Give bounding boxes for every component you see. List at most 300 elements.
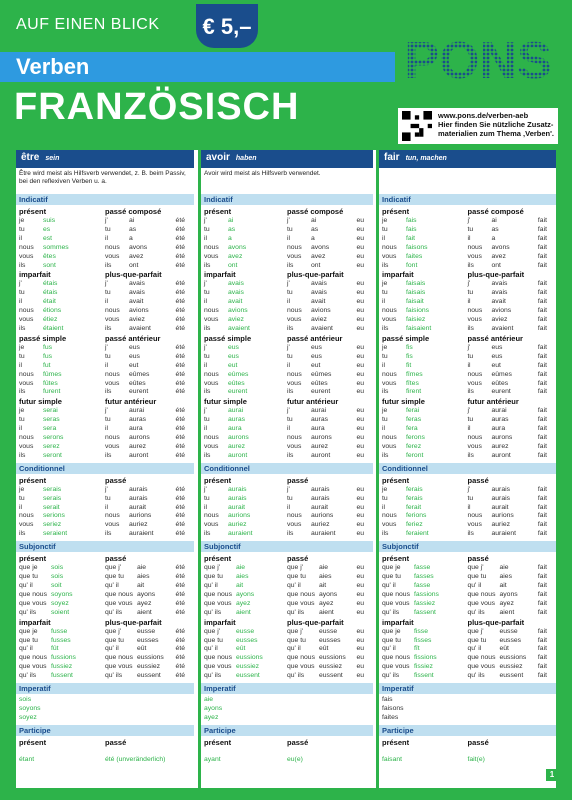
conjugation-row [19, 380, 105, 389]
price-badge: € 5,– [196, 4, 258, 48]
verb-form: faisons [406, 243, 428, 251]
conjugation-row [19, 637, 105, 646]
conjugation-row [287, 591, 370, 600]
pronoun: que nous [287, 654, 315, 662]
verb-form: ont [228, 261, 238, 269]
conjugation-row [468, 521, 554, 530]
conjugation-row [19, 654, 105, 663]
participle: fait [537, 217, 547, 224]
pronoun: il [382, 503, 386, 511]
pronoun: que je [382, 564, 401, 572]
pronoun: que j' [204, 564, 221, 572]
pronoun: nous [19, 434, 34, 442]
participle: eu [356, 289, 364, 297]
tense-label: futur antérieur [467, 397, 519, 407]
conjugation-row [105, 325, 191, 334]
auxiliary: eussent [137, 672, 161, 680]
pronoun: qu' ils [204, 608, 222, 616]
pronoun: ils [382, 451, 389, 459]
pronoun: tu [105, 494, 111, 502]
conjugation-row [19, 253, 105, 262]
verb-form: aviez [228, 316, 244, 324]
imperative-form: soyons [19, 704, 41, 712]
participle: fait [537, 361, 547, 369]
pronoun: nous [204, 370, 219, 378]
auxiliary: eus [491, 343, 503, 351]
pronoun: que tu [467, 573, 487, 581]
verb-form: fût [51, 645, 59, 653]
promo-box[interactable] [398, 108, 558, 144]
auxiliary: eussent [319, 672, 343, 680]
conjugation-row [105, 609, 191, 618]
conjugation-row [382, 591, 468, 600]
conjugation-row [19, 434, 105, 443]
tense-label: passé [467, 554, 489, 564]
section-participe: Participe [16, 725, 194, 736]
verb-form: aurions [228, 512, 251, 520]
conjugation-row [204, 654, 287, 663]
conjugation-row [105, 244, 191, 253]
verb-form: ai [228, 217, 234, 224]
auxiliary: aurais [129, 485, 148, 493]
conjugation-row [382, 512, 468, 521]
conjugation-row [287, 416, 370, 425]
conjugation-row [382, 663, 468, 672]
auxiliary: eussiez [319, 663, 343, 671]
auxiliary: eussiez [499, 663, 523, 671]
verb-form: aient [236, 608, 251, 616]
verb-form: ayez [236, 599, 251, 607]
auxiliary: avons [129, 243, 148, 251]
verb-form: serais [43, 494, 62, 502]
pronoun: que nous [105, 654, 133, 662]
conjugation-row [105, 289, 191, 298]
conjugation-row [287, 289, 370, 298]
conjugation-row [382, 452, 468, 461]
tense-label: plus-que-parfait [105, 617, 162, 627]
pronoun: tu [287, 416, 293, 424]
pronoun: nous [204, 243, 219, 251]
auxiliary: aient [319, 608, 334, 616]
pronoun: il [382, 234, 386, 242]
conjugation-row [382, 600, 468, 609]
conjugation-row [105, 521, 191, 530]
pronoun: tu [287, 289, 293, 297]
pronoun: ils [19, 451, 26, 459]
auxiliary: auras [491, 416, 509, 424]
verb-form: a [228, 234, 232, 242]
participle: fait [537, 442, 547, 450]
conjugation-row [105, 512, 191, 521]
participle: eu [356, 280, 364, 288]
verb-form: eus [228, 343, 239, 351]
verb-form: ferais [406, 485, 423, 493]
auxiliary: avais [491, 289, 508, 297]
conjugation-row [19, 226, 105, 235]
auxiliary: a [491, 234, 496, 242]
auxiliary: as [129, 225, 137, 233]
participle: été [175, 361, 185, 369]
verb-form: font [406, 261, 418, 269]
conjugation-row [468, 298, 554, 307]
pronoun: qu' il [382, 645, 396, 653]
conjugation-row [468, 344, 554, 353]
promo-url[interactable]: www.pons.de/verben-aeb [438, 111, 529, 120]
verb-form: faisions [406, 307, 430, 315]
verb-form: as [228, 225, 236, 233]
pronoun: que vous [105, 599, 133, 607]
pronoun: vous [287, 252, 302, 260]
conjugation-row [382, 362, 468, 371]
pronoun: nous [382, 243, 397, 251]
verb-form: aurons [228, 434, 249, 442]
conjugation-row [287, 486, 370, 495]
participle: eu [356, 645, 364, 653]
participle: été [175, 636, 185, 644]
conjugation-row [287, 425, 370, 434]
conjugation-row [204, 298, 287, 307]
pronoun: j' [287, 485, 290, 493]
pronoun: j' [204, 217, 207, 224]
conjugation-row [204, 235, 287, 244]
conjugation-row [382, 371, 468, 380]
verb-form: es [43, 225, 51, 233]
pronoun: nous [382, 434, 397, 442]
pronoun: vous [382, 521, 397, 529]
pronoun: qu' ils [19, 608, 37, 616]
auxiliary: eut [311, 361, 321, 369]
verb-form: fais [406, 217, 417, 224]
section-subjonctif: Subjonctif [16, 541, 194, 552]
pronoun: que tu [467, 636, 487, 644]
pronoun: ils [204, 261, 211, 269]
pronoun: ils [204, 530, 211, 538]
pronoun: tu [287, 352, 293, 360]
pronoun: que je [19, 564, 38, 572]
conjugation-row [19, 298, 105, 307]
conjugation-row [382, 504, 468, 513]
pronoun: qu' ils [467, 608, 485, 616]
auxiliary: aies [499, 573, 512, 581]
conjugation-row [287, 244, 370, 253]
pronoun: ils [287, 261, 294, 269]
conjugation-row [105, 434, 191, 443]
conjugation-row [19, 325, 105, 334]
participle: eu [356, 627, 364, 635]
pronoun: nous [105, 512, 120, 520]
conjugation-row [19, 362, 105, 371]
verb-form: serait [43, 503, 60, 511]
conjugation-row [382, 645, 468, 654]
participle: eu [356, 494, 364, 502]
pronoun: tu [204, 494, 210, 502]
conjugation-row [382, 217, 468, 226]
conjugation-row [468, 582, 554, 591]
conjugation-row [204, 316, 287, 325]
verb-form: étais [43, 289, 58, 297]
conjugation-row [468, 362, 554, 371]
auxiliary: aura [311, 425, 325, 433]
conjugation-row [468, 452, 554, 461]
tense-label: passé [105, 737, 127, 747]
auxiliary: eussent [499, 672, 524, 680]
tense-block [16, 618, 194, 681]
auxiliary: avais [129, 289, 145, 297]
verb-form: serions [43, 512, 65, 520]
participle: été [175, 663, 185, 671]
verb-form: aies [236, 573, 249, 581]
auxiliary: eusse [137, 627, 156, 635]
verb-form: fasses [414, 573, 434, 581]
auxiliary: aurais [311, 494, 330, 502]
past-participle: été (unveränderlich) [105, 755, 166, 763]
verb-form: fûtes [43, 379, 58, 387]
pronoun: j' [467, 217, 471, 224]
verb-form: aurais [228, 494, 247, 502]
section-conditionnel: Conditionnel [201, 463, 373, 474]
conjugation-row [287, 530, 370, 539]
auxiliary: aurait [491, 503, 509, 511]
pronoun: que nous [467, 654, 496, 662]
pronoun: que nous [287, 590, 315, 598]
conjugation-row [382, 344, 468, 353]
participle: été [175, 434, 185, 442]
pronoun: qu' ils [287, 672, 305, 680]
verb-form: fissent [414, 672, 434, 680]
pronoun: ils [204, 451, 211, 459]
participle: fait [537, 512, 547, 520]
pronoun: j' [105, 485, 108, 493]
conjugation-row [382, 582, 468, 591]
auxiliary: auras [311, 416, 329, 424]
participle: été [175, 225, 185, 233]
conjugation-row [382, 244, 468, 253]
participle: été [175, 442, 185, 450]
verb-form: auront [228, 451, 248, 459]
conjugation-row [19, 244, 105, 253]
participle: eu [356, 608, 364, 616]
verb-form: avez [228, 252, 243, 260]
participle: fait [537, 225, 547, 233]
auxiliary: auront [129, 451, 149, 459]
verb-form: eussions [236, 654, 263, 662]
auxiliary: aurait [311, 503, 329, 511]
conjugation-row [105, 530, 191, 539]
verb-form: auraient [228, 530, 253, 538]
conjugation-row [382, 226, 468, 235]
auxiliary: ai [311, 217, 317, 224]
auxiliary: aviez [129, 316, 145, 324]
participle: fait [537, 485, 547, 493]
pronoun: que nous [467, 590, 496, 598]
participle: été [175, 298, 185, 306]
auxiliary: aies [319, 573, 332, 581]
conjugation-row [204, 512, 287, 521]
conjugation-row [287, 262, 370, 271]
pronoun: qu' ils [105, 672, 123, 680]
participle: fait [537, 252, 547, 260]
auxiliary: eûtes [129, 379, 146, 387]
tense-label: passé [105, 475, 127, 485]
pronoun: que vous [19, 599, 47, 607]
verb-form: faites [406, 252, 423, 260]
pronoun: vous [19, 521, 34, 529]
usage-note: Avoir wird meist als Hilfsverb verwendet. [204, 170, 321, 177]
imperative-form: fais [382, 696, 393, 704]
tense-label: passé simple [382, 333, 430, 343]
pronoun: je [382, 407, 388, 415]
pronoun: nous [105, 370, 120, 378]
conjugation-row [204, 637, 287, 646]
auxiliary: avais [311, 280, 327, 288]
participle: fait [537, 298, 547, 306]
participle: été [175, 573, 185, 581]
pronoun: il [382, 361, 386, 369]
pronoun: il [19, 425, 23, 433]
conjugation-row [468, 226, 554, 235]
pronoun: que nous [204, 654, 232, 662]
conjugation-row [105, 388, 191, 397]
verb-form: étaient [43, 324, 64, 332]
imperative-form: soyez [19, 713, 37, 721]
pronoun: nous [467, 307, 483, 315]
pronoun: qu' il [204, 645, 218, 653]
conjugation-row [204, 600, 287, 609]
pronoun: vous [19, 379, 34, 387]
participle: été [175, 608, 185, 616]
section-imperatif: Imperatif [201, 683, 373, 694]
pronoun: que j' [287, 564, 304, 572]
auxiliary: avez [129, 252, 144, 260]
participle: été [175, 370, 185, 378]
verb-form: étions [43, 307, 62, 315]
conjugation-row [105, 591, 191, 600]
present-participle: faisant [382, 755, 403, 763]
pronoun: que vous [204, 663, 232, 671]
participle: eu [356, 434, 364, 442]
conjugation-row [468, 253, 554, 262]
auxiliary: ait [499, 582, 507, 589]
tense-label: passé composé [105, 207, 162, 216]
participle: fait [537, 324, 547, 332]
auxiliary: eus [491, 352, 503, 360]
section-indicatif: Indicatif [16, 194, 194, 205]
conjugation-row [382, 521, 468, 530]
conjugation-row [382, 353, 468, 362]
pronoun: que j' [105, 627, 122, 635]
pronoun: que nous [19, 654, 47, 662]
conjugation-row [468, 628, 554, 637]
verb-form: serons [43, 434, 64, 442]
participle: fait [537, 307, 547, 315]
conjugation-row [468, 353, 554, 362]
auxiliary: avons [311, 243, 330, 251]
pronoun: tu [19, 225, 25, 233]
tense-block [16, 270, 194, 333]
pronoun: que tu [105, 573, 124, 581]
tense-block [379, 207, 556, 270]
pronoun: vous [204, 252, 219, 260]
conjugation-row [204, 226, 287, 235]
conjugation-row [468, 280, 554, 289]
auxiliary: avait [311, 298, 326, 306]
pronoun: il [19, 234, 23, 242]
pronoun: j' [105, 407, 108, 415]
pronoun: ils [287, 451, 294, 459]
participle: été [175, 343, 185, 351]
series-label: AUF EINEN BLICK [16, 16, 160, 33]
auxiliary: aies [137, 573, 150, 581]
verb-meaning: haben [235, 155, 257, 162]
pronoun: que vous [287, 599, 315, 607]
participle: été [175, 416, 185, 424]
conjugation-row [19, 443, 105, 452]
section-conditionnel: Conditionnel [16, 463, 194, 474]
auxiliary: avons [491, 243, 510, 251]
conjugation-row [105, 416, 191, 425]
pronoun: il [105, 361, 109, 369]
tense-label: présent [19, 475, 47, 485]
pronoun: que nous [382, 654, 410, 662]
auxiliary: auriez [491, 521, 511, 529]
pronoun: vous [382, 442, 397, 450]
verb-form: aura [228, 425, 242, 433]
tense-label: plus-que-parfait [287, 270, 344, 280]
conjugation-row [382, 280, 468, 289]
svg-text:PONS: PONS [404, 32, 552, 88]
verb-form: soient [51, 608, 70, 616]
pronoun: tu [105, 225, 111, 233]
pons-logo [398, 28, 558, 88]
conjugation-row [382, 307, 468, 316]
conjugation-row [105, 344, 191, 353]
verb-form: soit [51, 582, 62, 589]
auxiliary: eurent [491, 388, 511, 396]
participle: fait [537, 343, 547, 351]
auxiliary: aviez [311, 316, 327, 324]
pronoun: ils [287, 530, 294, 538]
auxiliary: avions [311, 307, 331, 315]
verb-form: soyons [51, 590, 73, 598]
tense-label: passé antérieur [105, 333, 161, 343]
pronoun: qu' il [287, 645, 301, 653]
pronoun: nous [19, 512, 34, 520]
participle: eu [356, 379, 364, 387]
pronoun: vous [105, 316, 120, 324]
verb-form: avions [228, 307, 248, 315]
auxiliary: eût [499, 645, 509, 653]
pronoun: ils [204, 388, 211, 396]
auxiliary: auriez [129, 521, 148, 529]
pronoun: nous [382, 512, 397, 520]
participle: été [175, 261, 185, 269]
conjugation-row [105, 486, 191, 495]
conjugation-row [382, 530, 468, 539]
participle: eu [356, 512, 364, 520]
pronoun: il [105, 425, 109, 433]
conjugation-panel [16, 150, 556, 788]
auxiliary: aurions [311, 512, 334, 520]
auxiliary: aient [499, 608, 515, 616]
pronoun: qu' ils [19, 672, 37, 680]
conjugation-row [19, 353, 105, 362]
tense-label: futur antérieur [105, 397, 157, 407]
conjugation-row [204, 530, 287, 539]
pronoun: j' [467, 343, 471, 351]
auxiliary: ayons [499, 590, 518, 598]
verb-column [198, 150, 373, 788]
conjugation-row [19, 504, 105, 513]
